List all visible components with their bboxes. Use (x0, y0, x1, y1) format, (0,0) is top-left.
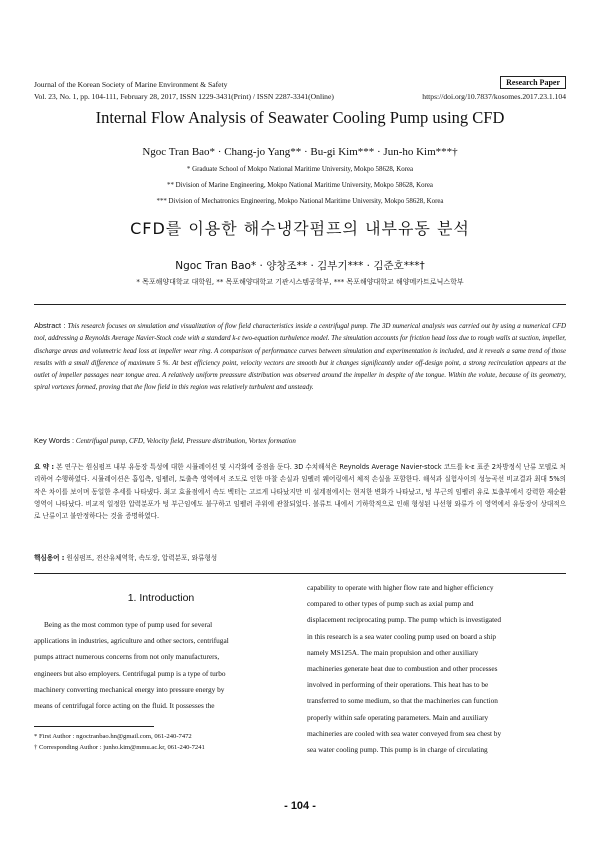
affiliation-en-2: ** Division of Marine Engineering, Mokpo National Maritime University, Mokpo 58628, Korea (167, 182, 433, 189)
footnote-divider (34, 726, 154, 727)
intro-line: engineers but also employers. Centrifugal pump is a type of turbo (34, 668, 226, 678)
intro-line: machinery converting mechanical energy into pressure energy by (34, 684, 225, 694)
title-divider (34, 304, 566, 305)
intro-line: sea water cooling pump. This pump is in charge of circulating (307, 745, 488, 755)
abstract-text: This research focuses on simulation and visualization of flow field characteristics inside a centrifugal pump. The 3D numerical analysis was carried out by using a numerical CFD tool, addressing a Reynolds Average Navier-Stock code with a standard k-ε two-equation turbulence model. The simulation accounts for friction head loss due to rough walls at suction, impeller, discharge areas and volumetric head loss at impeller wear ring. A comparison of performance curves between simulation and experimentation is included, and it reveals a same trend of those results with a small difference of maximum 5 %. At best efficiency point, velocity vectors are smooth but it changes significantly under off-design point, a strong recirculation appears at the outlet of impeller passages near tongue area. A relatively uniform preassure distribution was observed around the impeller in despite of the tongue. Within the volute, because of its geometry, spiral vortexes formed, proving that the flow field in this region was relatively turbulent and unsteady. (34, 323, 566, 392)
korean-keywords (34, 552, 566, 562)
footnote-corresponding-author: † Corresponding Author : junho.kim@mmu.ac.kr, 061-240-7241 (34, 744, 205, 751)
journal-name: Journal of the Korean Society of Marine Environment & Safety (34, 80, 228, 89)
intro-line: namely MS125A. The main propulsion and other auxiliary (307, 647, 479, 657)
korean-abstract (34, 461, 566, 522)
abstract-divider (34, 573, 566, 574)
page-number: - 104 - (284, 800, 316, 812)
affiliation-ko: * 목포해양대학교 대학원, ** 목포해양대학교 기관시스템공학부, *** 목포해양대학교 해양메카트로닉스학부 (136, 278, 464, 286)
korean-abstract-label: 요 약 : (34, 463, 55, 471)
authors-ko: Ngoc Tran Bao* · 양창조** · 김부기*** · 김준호***† (175, 260, 425, 272)
intro-line: machineries are cooled with sea water conveyed from sea chest by (307, 728, 502, 738)
keywords-label: Key Words : (34, 436, 75, 445)
keywords-text: Centrifugal pump, CFD, Velocity field, Pressure distribution, Vortex formation (75, 437, 296, 445)
intro-line: displacement reciprocating pump. The pump which is investigated (307, 615, 501, 625)
affiliation-en-3: *** Division of Mechatronics Engineering, Mokpo National Maritime University, Mokpo 58628, Korea (156, 198, 444, 205)
authors-en: Ngoc Tran Bao* · Chang-jo Yang** · Bu-gi Kim*** · Jun-ho Kim***† (142, 146, 458, 158)
intro-left-column (34, 617, 292, 714)
korean-keywords-text: 원심펌프, 전산유체역학, 속도장, 압력분포, 와류형성 (66, 554, 218, 562)
intro-line: in this research is a sea water cooling pump used on board a ship (307, 631, 497, 641)
intro-line: involved in performing of their operations. This heat has to be (307, 680, 489, 690)
korean-keywords-label: 핵심용어 : (34, 554, 65, 562)
citation-line: Vol. 23, No. 1, pp. 104-111, February 28, 2017, ISSN 1229-3431(Print) / ISSN 2287-3341(Online) (34, 92, 334, 101)
intro-line: properly within safe operating parameters. Main and auxiliary (307, 712, 489, 722)
intro-line: transferred to some medium, so that the machineries can function (307, 696, 498, 706)
affiliation-en-1: * Graduate School of Mokpo National Maritime University, Mokpo 58628, Korea (186, 166, 414, 173)
paper-type-badge: Research Paper (500, 76, 566, 89)
intro-line: means of centrifugal force acting on the fluid. It possesses the (34, 701, 215, 711)
intro-line: Being as the most common type of pump used for several (44, 620, 213, 629)
abstract (34, 320, 566, 395)
footnotes (34, 731, 205, 753)
intro-line: capability to operate with higher flow rate and higher efficiency (307, 583, 494, 592)
section-heading-introduction: 1. Introduction (127, 592, 195, 604)
korean-abstract-text: 본 연구는 원심펌프 내부 유동장 특성에 대한 시뮬레이션 및 시각화에 중점을 둔다. 3D 수치해석은 Reynolds Average Navier-stock 코드를 k-ε 표준 2차방정식 난류 모델로 처리하여 수행하였다. 시뮬레이션은 흡입측, 임펠러, 토출측 영역에서 조도로 인한 마찰 손실과 임펠러 웨어링에서 체적 손실을 포함한다. 해석과 실험사이의 성능곡선 비교결과 최대 5%의 작은 차이를 보이며 동일한 추세를 나타냈다. 최고 효율점에서 속도 벡터는 고르게 나타났지만 비 설계점에서는 현저한 변화가 나타났고, 텅 부근의 임펠러 유로 토출부에서 강력한 재순환 영역이 나타났다. 비교적 일정한 압력분포가 텅 부근임에도 불구하고 임펠러 주위에 관찰되었다. 볼류트 내에서 기하학적으로 인해 형성된 나선형 와류가 이 영역에서 유동장이 상대적으로 난류이고 불안정하다는 것을 증명하였다. (34, 463, 566, 521)
keywords (34, 436, 566, 445)
doi-link[interactable]: https://doi.org/10.7837/kosomes.2017.23.1.104 (422, 92, 566, 101)
footnote-first-author: * First Author : ngoctranbao.hn@gmail.com, 061-240-7472 (34, 733, 192, 740)
intro-line: machineries generate heat due to combustion and other processes (307, 664, 498, 674)
intro-line: applications in industries, agriculture and other sectors, centrifugal (34, 636, 229, 646)
intro-right-column (307, 580, 566, 758)
paper-title-ko: CFD를 이용한 해수냉각펌프의 내부유동 분석 (130, 219, 470, 238)
abstract-label: Abstract : (34, 321, 66, 330)
paper-title-en: Internal Flow Analysis of Seawater Cooling Pump using CFD (95, 108, 505, 127)
intro-line: compared to other types of pump such as axial pump and (307, 599, 474, 609)
intro-line: pumps attract numerous concerns from not only manufacturers, (34, 652, 220, 662)
